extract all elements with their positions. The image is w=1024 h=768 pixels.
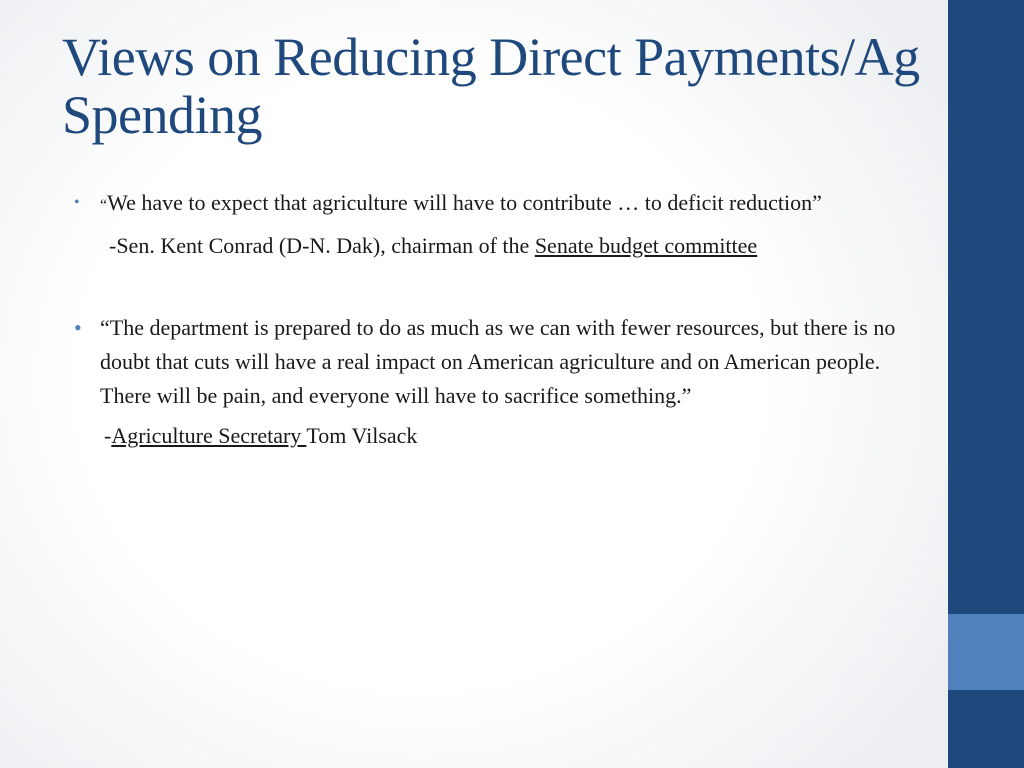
bullet-item-conrad bbox=[74, 186, 904, 223]
spacer bbox=[74, 263, 904, 311]
bullet-icon: • bbox=[74, 315, 82, 340]
quote-open-mark: “ bbox=[100, 197, 108, 214]
quote-text-vilsack: “The department is prepared to do as much as we can with fewer resources, but there is no doubt that cuts will have a real impact on American agriculture and on American people. There will be pain, and everyone will have to sacrifice something.” bbox=[100, 315, 896, 408]
agriculture-secretary-link[interactable]: Agriculture Secretary bbox=[111, 423, 307, 448]
slide-content bbox=[74, 186, 904, 453]
attribution-vilsack-dash: - bbox=[104, 423, 112, 448]
quote-text-conrad: We have to expect that agriculture will have to contribute … to deficit reduction” bbox=[107, 190, 822, 215]
bullet-item-vilsack bbox=[74, 311, 904, 413]
attribution-vilsack bbox=[74, 419, 904, 453]
attribution-vilsack-name: Tom Vilsack bbox=[306, 423, 418, 448]
attribution-conrad bbox=[74, 229, 904, 263]
slide-title: Views on Reducing Direct Payments/Ag Spending bbox=[62, 27, 920, 145]
bullet-icon: • bbox=[74, 194, 80, 211]
senate-budget-committee-link[interactable]: Senate budget committee bbox=[534, 233, 758, 258]
side-accent-block bbox=[948, 614, 1024, 690]
attribution-conrad-prefix: -Sen. Kent Conrad (D-N. Dak), chairman of the bbox=[109, 233, 535, 258]
